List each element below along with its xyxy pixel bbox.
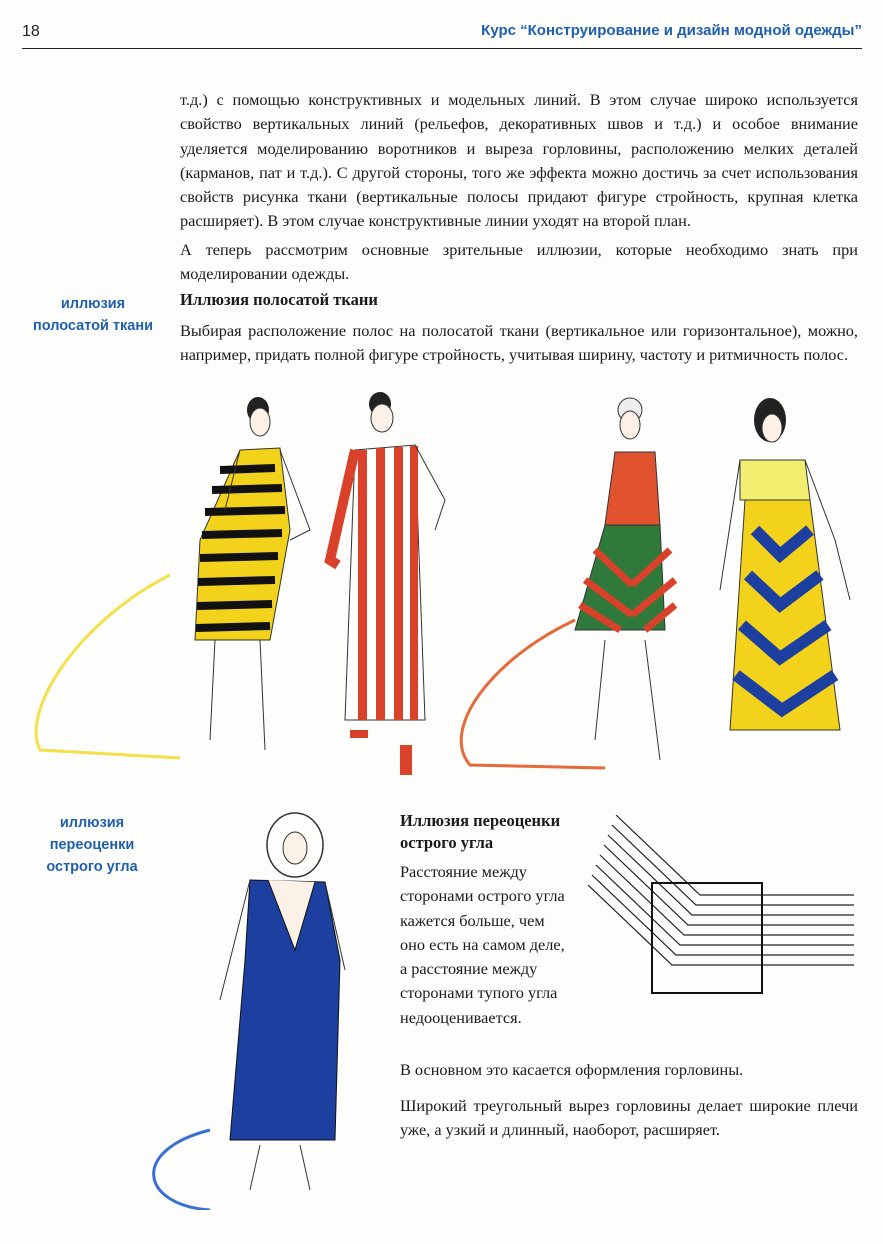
angle-paragraph-2: В основном это касается оформления горловины. xyxy=(400,1060,744,1079)
stripes-paragraph: Выбирая расположение полос на полосатой ткани (вертикальное или горизонтальное), можно, например, придать полной фигуре стройность, учитывая ширину, частоту и ритмичность полос. xyxy=(180,321,858,365)
figure-vertical-stripes xyxy=(330,392,445,775)
side-label-angle: иллюзия переоценки острого угла xyxy=(46,815,138,875)
figure-horizontal-stripes xyxy=(195,397,310,750)
page-number: 18 xyxy=(22,23,40,40)
heading-angle: Иллюзия переоценки острого угла xyxy=(400,811,561,852)
intro-paragraph-1: т.д.) с помощью конструктивных и модельных линий. В этом случае широко используется свойство вертикальных линий (рельефов, декоративных швов и т.д.) и особое внимание уделяется моделированию воротников и выреза горловины, расположению мелких деталей (карманов, пат и т.д.). С другой стороны, того же эффекта можно достичь за счет использования свойств рисунка ткани (вертикальные полосы придают фигуре стройность, крупная клетка расширяет). В этом случае конструктивные линии уходят на второй план. xyxy=(180,90,858,231)
side-label-stripes: иллюзия полосатой ткани xyxy=(32,296,154,334)
angle-illusion-diagram xyxy=(582,815,862,1015)
figure-chevron-gown xyxy=(720,398,850,730)
v-neck-dress-illustration xyxy=(150,810,350,1210)
intro-paragraph-2: А теперь рассмотрим основные зрительные иллюзии, которые необходимо знать при моделировании одежды. xyxy=(180,240,858,284)
yellow-swoosh xyxy=(36,575,180,758)
course-title: Курс “Конструирование и дизайн модной одежды” xyxy=(481,22,862,39)
angle-paragraph-3: Широкий треугольный вырез горловины делает широкие плечи уже, а узкий и длинный, наоборот, расширяет. xyxy=(400,1096,858,1140)
orange-swoosh xyxy=(461,620,605,768)
heading-stripes: Иллюзия полосатой ткани xyxy=(180,290,378,309)
blue-swoosh xyxy=(154,1130,210,1210)
angle-paragraph-1: Расстояние между сторонами острого угла кажется больше, чем оно есть на самом деле, а расстояние между сторонами тупого угла недооценивается. xyxy=(400,862,565,1027)
page-header xyxy=(22,18,862,49)
striped-dresses-illustration xyxy=(20,390,870,790)
figure-chevron-skirt xyxy=(575,398,675,760)
